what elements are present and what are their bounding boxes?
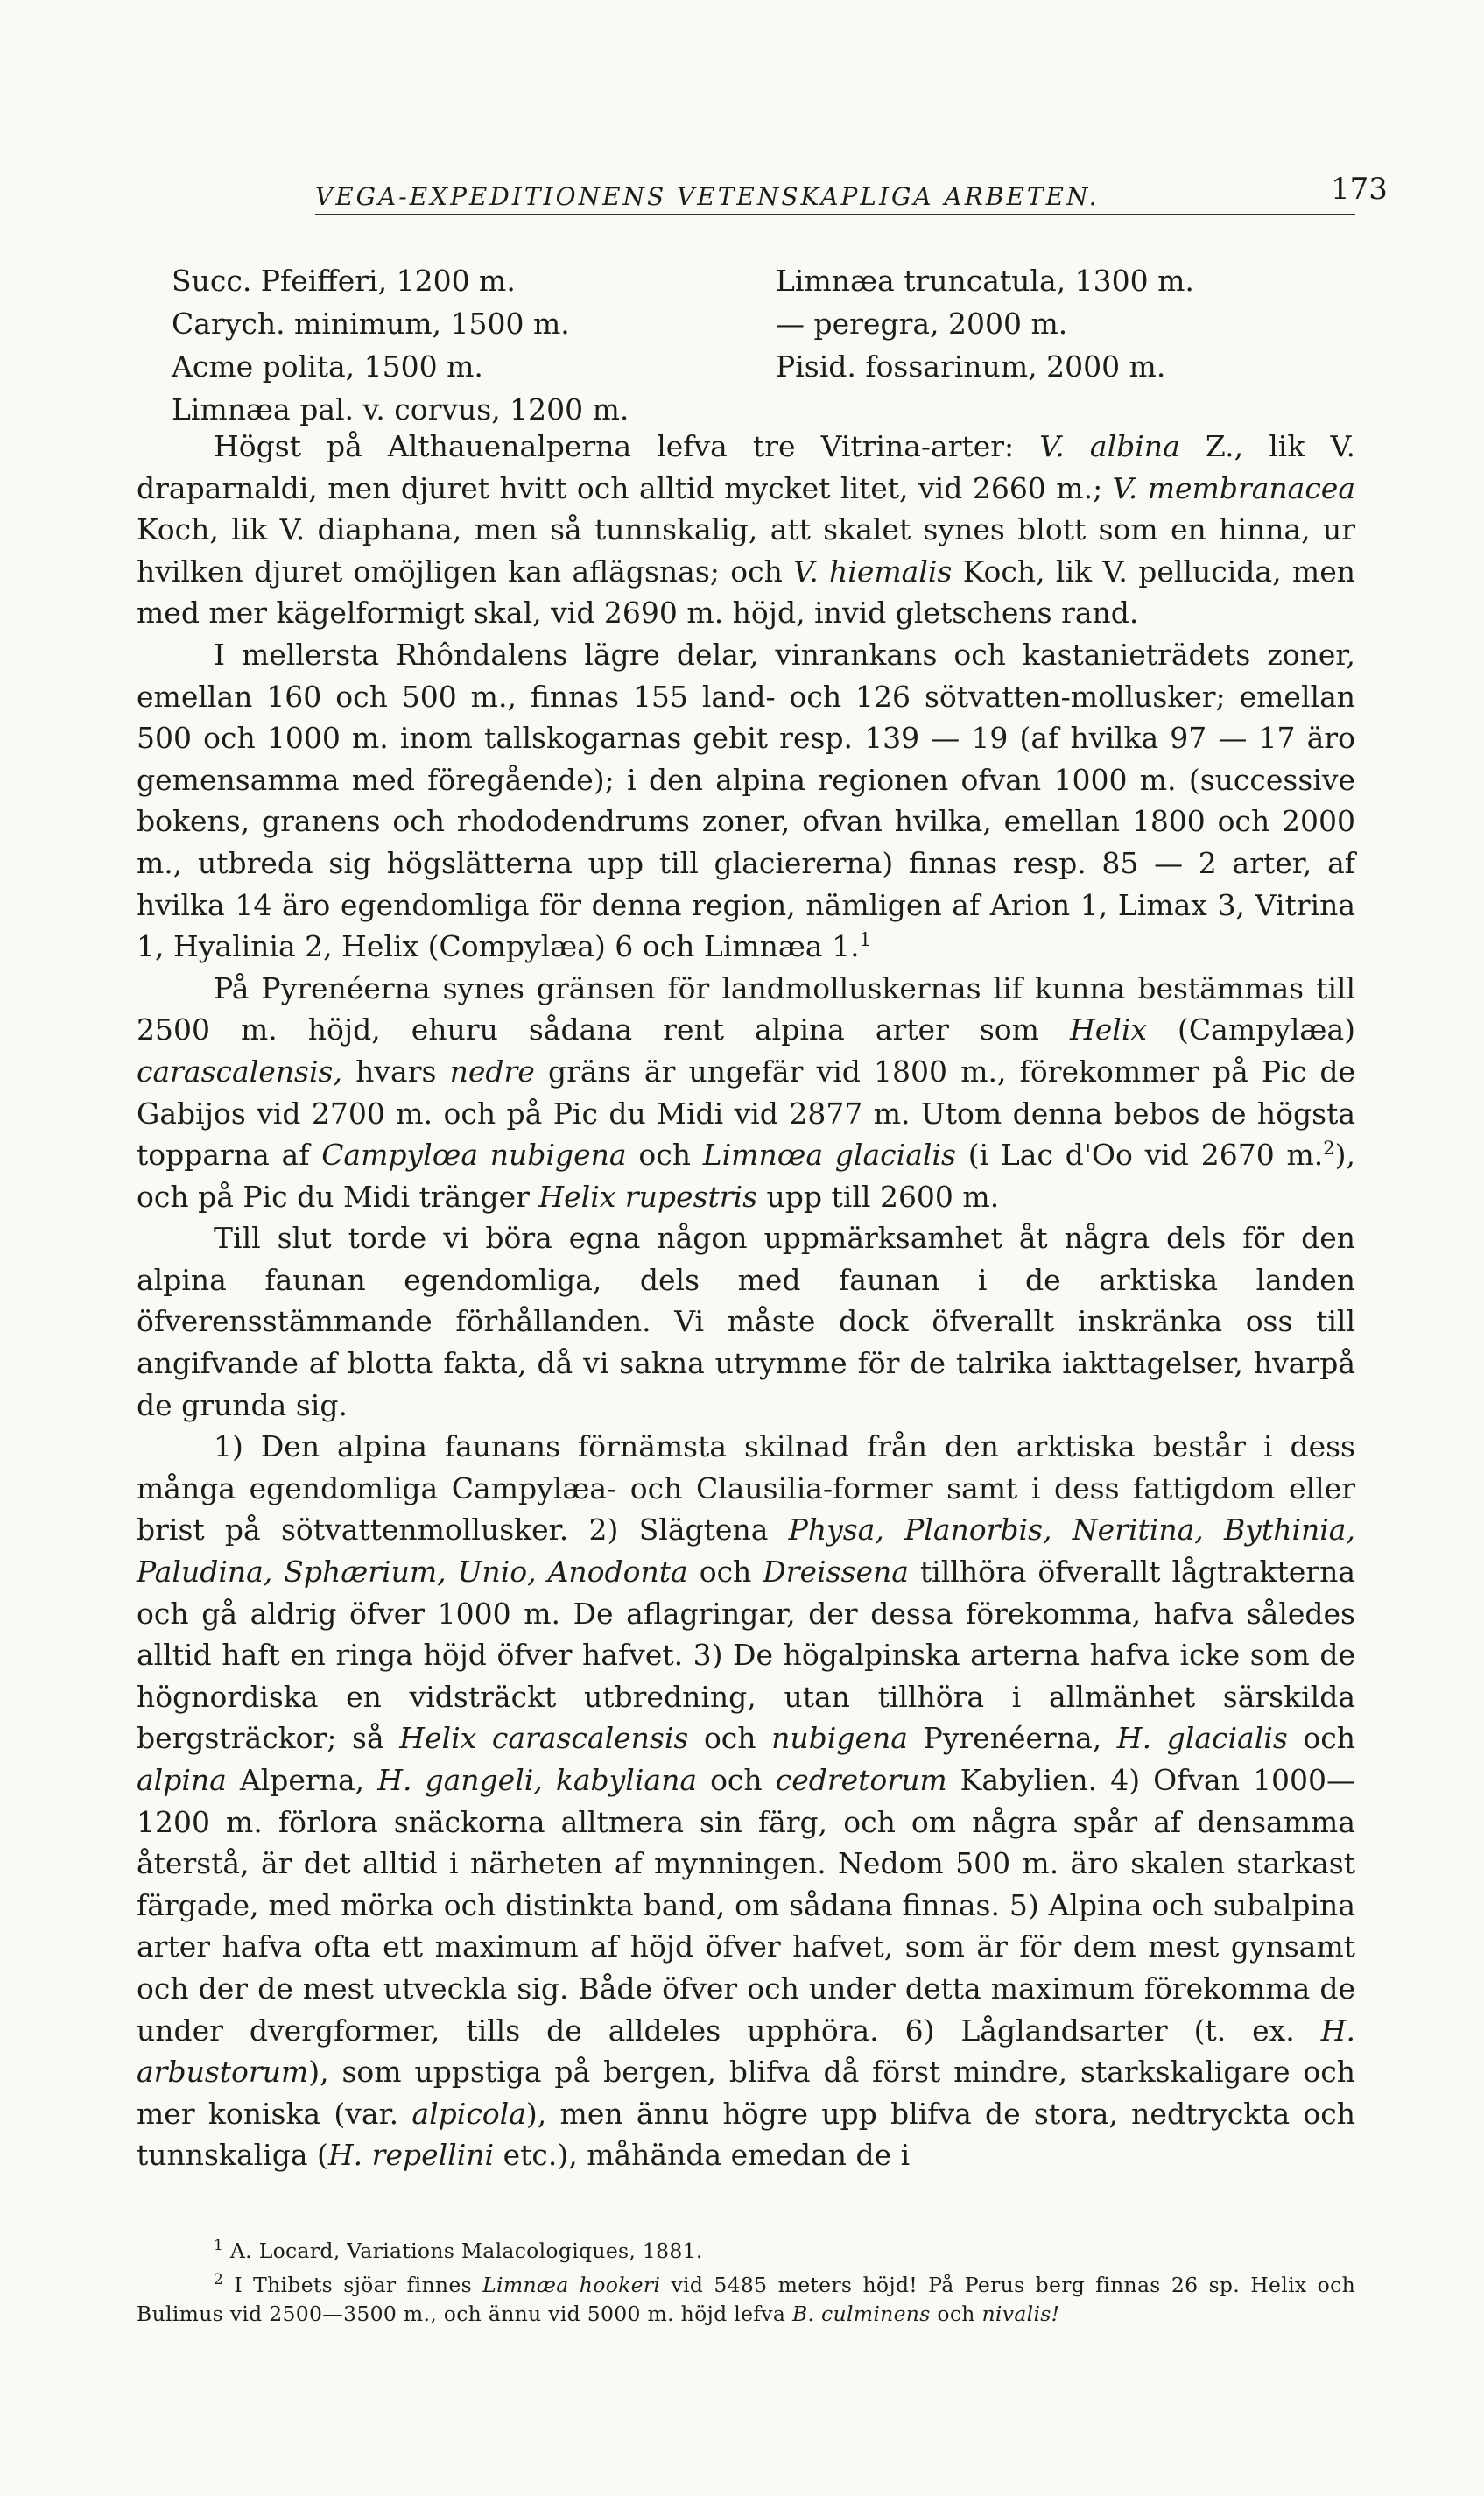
paragraph-rhone-valley: I mellersta Rhôndalens lägre delar, vinrankans och kastanieträdets zoner, emellan 160 och 500 m., finnas 155 land- och 126 sötvatten-mollusker; emellan 500 och 1000 m. inom tallskogarnas gebit resp. 139 — 19 (af hvilka 97 — 17 äro gemensamma med föregående); i den alpina regionen ofvan 1000 m. (successive bokens, granens och rhododendrums zoner, ofvan hvilka, emellan 1800 och 2000 m., utbreda sig högslätterna upp till glaciererna) finnas resp. 85 — 2 arter, af hvilka 14 äro egendomliga för denna region, nämligen af Arion 1, Limax 3, Vitrina 1, Hyalinia 2, Helix (Compylæa) 6 och Limnæa 1.$^1$ xyxy=(137,637,1355,964)
footnotes xyxy=(137,2232,1355,2329)
paragraph-numbered-findings: 1) Den alpina faunans förnämsta skilnad från den arktiska består i dess många egendomliga Campylæa- och Clausilia-former samt i dess fattigdom eller brist på sötvattenmollusker. 2) Slägtena Physa, Planorbis, Neritina, Bythinia, Paludina, Sphærium, Unio, Anodonta och Dreissena tillhöra öfverallt lågtrakterna och gå aldrig öfver 1000 m. De aflagringar, der dessa förekomma, hafva således alltid haft en ringa höjd öfver hafvet. 3) De högalpinska arterna hafva icke som de högnordiska en vidsträckt utbredning, utan tillhöra i allmänhet särskilda bergsträckor; så Helix carascalensis och nubigena Pyrenéerna, H. glacialis och alpina Alperna, H. gangeli, kabyliana och cedretorum Kabylien. 4) Ofvan 1000—1200 m. förlora snäckorna alltmera sin färg, och om några spår af densamma återstå, är det alltid i närheten af mynningen. Nedom 500 m. äro skalen starkast färgade, med mörka och distinkta band, om sådana finnas. 5) Alpina och subalpina arter hafva ofta ett maximum af höjd öfver hafvet, som är för dem mest gynsamt och der de mest utveckla sig. Både öfver och under detta maximum förekomma de under dvergformer, tills de alldeles upphöra. 6) Låglandsarter (t. ex. H. arbustorum), som uppstiga på bergen, blifva då först mindre, starkskaligare och mer koniska (var. alpicola), men ännu högre upp blifva de stora, nedtryckta och tunnskaliga (H. repellini etc.), måhända emedan de i xyxy=(137,1429,1355,2173)
list-item: Succ. Pfeifferi, 1200 m. xyxy=(172,264,516,298)
species-altitude-list xyxy=(172,259,1345,431)
list-row xyxy=(172,259,1345,302)
list-item: Limnæa pal. v. corvus, 1200 m. xyxy=(172,392,629,427)
footnote-ref: 2 xyxy=(1323,1138,1335,1160)
list-item: — peregra, 2000 m. xyxy=(776,307,1068,341)
body-text xyxy=(137,426,1355,2176)
list-row xyxy=(172,388,1345,431)
list-item: Carych. minimum, 1500 m. xyxy=(172,307,570,341)
paragraph-vitrina: Högst på Althauenalperna lefva tre Vitrina-arter: V. albina Z., lik V. draparnaldi, men djuret hvitt och alltid mycket litet, vid 2660 m.; V. membranacea Koch, lik V. diaphana, men så tunnskalig, att skalet synes blott som en hinna, ur hvilken djuret omöjligen kan aflägsnas; och V. hiemalis Koch, lik V. pellucida, men med mer kägelformigt skal, vid 2690 m. höjd, invid gletschens rand. xyxy=(137,429,1356,631)
paragraph-conclusions-intro: Till slut torde vi böra egna någon uppmärksamhet åt några dels för den alpina faunan egendomliga, dels med faunan i de arktiska landen öfverensstämmande förhållanden. Vi måste dock öfverallt inskränka oss till angifvande af blotta fakta, då vi sakna utrymme för de talrika iakttagelser, hvarpå de grunda sig. xyxy=(137,1221,1355,1422)
list-row xyxy=(172,302,1345,345)
footnote-1: $^1$ A. Locard, Variations Malacologiques, 1881. xyxy=(214,2237,703,2263)
list-row xyxy=(172,345,1345,388)
list-item: Acme polita, 1500 m. xyxy=(172,349,483,384)
list-item: Pisid. fossarinum, 2000 m. xyxy=(776,349,1166,384)
header-rule xyxy=(315,214,1355,215)
list-item: Limnæa truncatula, 1300 m. xyxy=(776,264,1194,298)
page-number: 173 xyxy=(1331,172,1388,207)
running-title: VEGA-EXPEDITIONENS VETENSKAPLIGA ARBETEN. xyxy=(315,182,1100,211)
footnote-ref: 1 xyxy=(859,929,871,951)
footnote-2: $^2$ I Thibets sjöar finnes Limnæa hookeri vid 5485 meters höjd! På Perus berg finnas 26 sp. Helix och Bulimus vid 2500—3500 m., och ännu vid 5000 m. höjd lefva B. culminens och nivalis! xyxy=(137,2270,1356,2326)
paragraph-pyrenees: På Pyrenéerna synes gränsen för landmolluskernas lif kunna bestämmas till 2500 m. höjd, ehuru sådana rent alpina arter som Helix (Campylæa) carascalensis, hvars nedre gräns är ungefär vid 1800 m., förekommer på Pic de Gabijos vid 2700 m. och på Pic du Midi vid 2877 m. Utom denna bebos de högsta topparna af Campylœa nubigena och Limnœa glacialis (i Lac d'Oo vid 2670 m.$^2$), och på Pic du Midi tränger Helix rupestris upp till 2600 m. xyxy=(137,970,1356,1214)
